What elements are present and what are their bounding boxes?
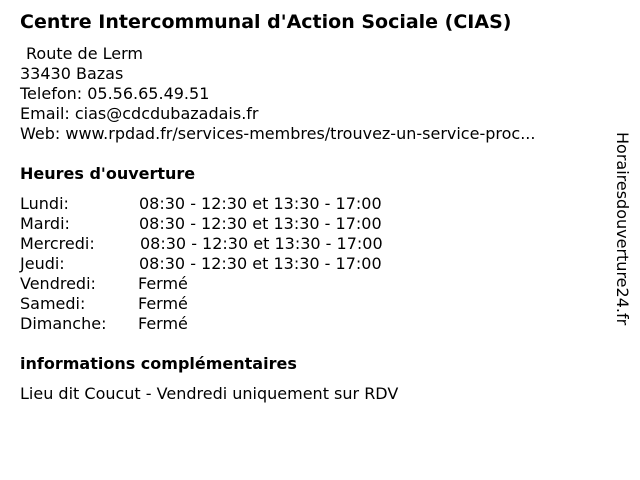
address-street: Route de Lerm	[26, 44, 143, 63]
page-title: Centre Intercommunal d'Action Sociale (CIAS)	[20, 11, 512, 33]
address-block	[20, 44, 535, 144]
hours-day: Vendredi:	[20, 274, 96, 293]
hours-day: Samedi:	[20, 294, 86, 313]
info-heading: informations complémentaires	[20, 354, 297, 373]
watermark-text: Horairesdouverture24.fr	[613, 132, 632, 326]
hours-row-tuesday	[20, 214, 440, 234]
opening-hours-list	[20, 194, 440, 334]
hours-time: 08:30 - 12:30 et 13:30 - 17:00	[140, 234, 383, 253]
watermark	[610, 132, 634, 372]
hours-row-thursday	[20, 254, 440, 274]
hours-day: Mardi:	[20, 214, 70, 233]
address-phone: Telefon: 05.56.65.49.51	[20, 84, 210, 103]
hours-time: Fermé	[138, 274, 188, 293]
hours-row-monday	[20, 194, 440, 214]
address-city: 33430 Bazas	[20, 64, 124, 83]
hours-heading: Heures d'ouverture	[20, 164, 196, 183]
hours-day: Lundi:	[20, 194, 69, 213]
hours-time: 08:30 - 12:30 et 13:30 - 17:00	[139, 214, 382, 233]
hours-row-wednesday	[20, 234, 440, 254]
hours-time: Fermé	[138, 294, 188, 313]
hours-time: Fermé	[138, 314, 188, 333]
info-text: Lieu dit Coucut - Vendredi uniquement sur RDV	[20, 384, 399, 403]
hours-row-saturday	[20, 294, 440, 314]
hours-row-friday	[20, 274, 440, 294]
address-web: Web: www.rpdad.fr/services-membres/trouvez-un-service-proc...	[20, 124, 536, 143]
hours-day: Dimanche:	[20, 314, 107, 333]
hours-time: 08:30 - 12:30 et 13:30 - 17:00	[139, 194, 382, 213]
hours-day: Mercredi:	[20, 234, 95, 253]
hours-day: Jeudi:	[20, 254, 65, 273]
address-email: Email: cias@cdcdubazadais.fr	[20, 104, 259, 123]
hours-time: 08:30 - 12:30 et 13:30 - 17:00	[139, 254, 382, 273]
hours-row-sunday	[20, 314, 440, 334]
